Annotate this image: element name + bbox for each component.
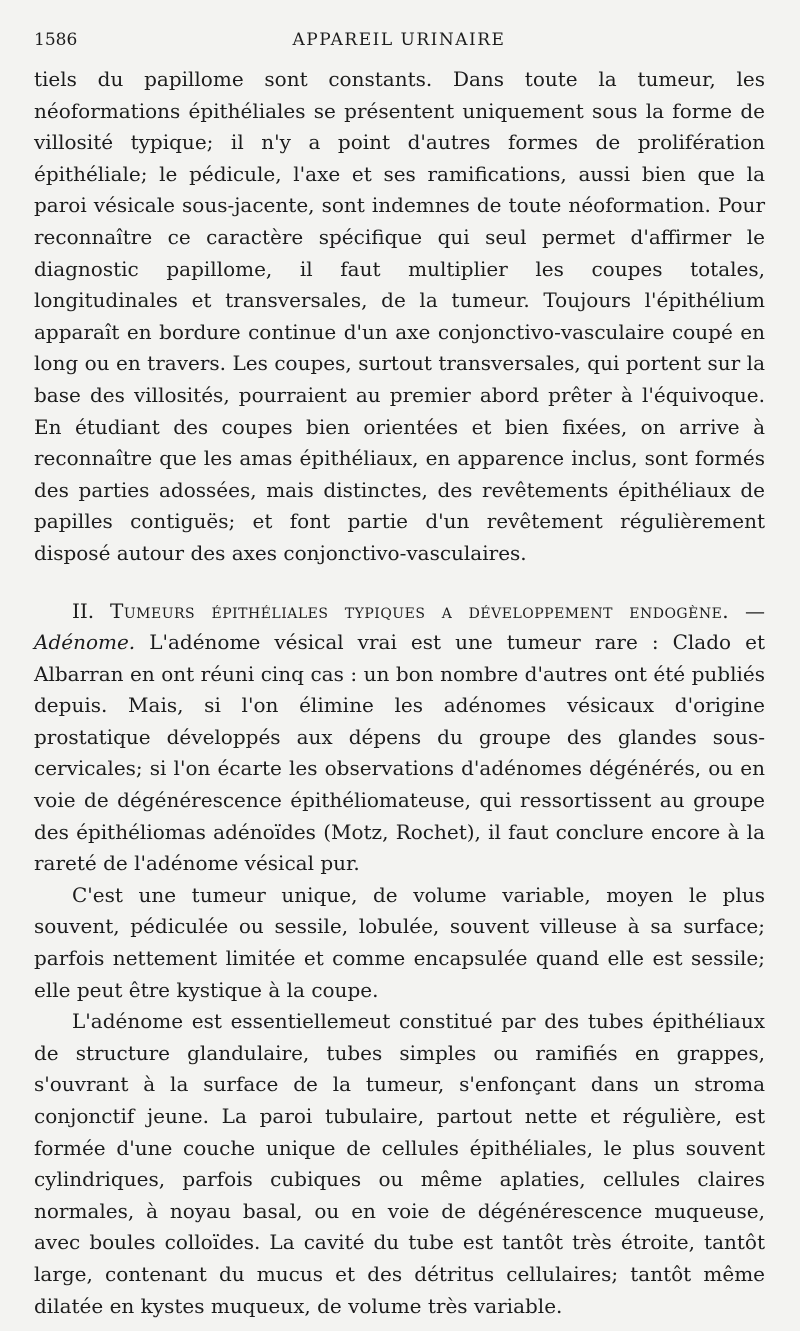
body-text: [34, 64, 765, 1322]
section-number: II.: [72, 598, 95, 623]
page-number: 1586: [34, 30, 78, 50]
paragraph-4: L'adénome est essentiellemeut constitué par des tubes épithéliaux de structure glandulaire, tubes simples ou ramifiés en grappes, s'ouvrant à la surface de la tumeur, s'enfonçant dans un stroma conjonctif jeune. La paroi tubulaire, partout nette et régulière, est formée d'une couche unique de cellules épithéliales, le plus souvent cylindriques, parfois cubiques ou même aplaties, cellules claires normales, à noyau basal, ou en voie de dégénérescence muqueuse, avec boules colloïdes. La cavité du tube est tantôt très étroite, tantôt large, contenant du mucus et des détritus cellulaires; tantôt même dilatée en kystes muqueux, de volume très variable.: [34, 1009, 765, 1318]
heading-dash: —: [729, 598, 766, 623]
paragraph-3: C'est une tumeur unique, de volume variable, moyen le plus souvent, pédiculée ou sessile, lobulée, souvent villeuse à sa surface; parfois nettement limitée et comme encapsulée quand elle est sessile; elle peut être kystique à la coupe.: [34, 882, 765, 1002]
paragraph-2-text: L'adénome vésical vrai est une tumeur rare : Clado et Albarran en ont réuni cinq cas : un bon nombre d'autres ont été publiés depuis. Mais, si l'on élimine les adénomes vésicaux d'origine prostatique développés aux dépens du groupe des glandes sous-cervicales; si l'on écarte les observations d'adénomes dégénérés, ou en voie de dégénérescence épithéliomateuse, qui ressortissent au groupe des épithéliomas adénoïdes (Motz, Rochet), il faut conclure encore à la rareté de l'adénome vésical pur.: [34, 630, 765, 876]
page-header: [34, 30, 764, 56]
paragraph-2: [34, 596, 765, 880]
section-subheading: Adénome.: [34, 630, 136, 655]
running-title: APPAREIL URINAIRE: [292, 30, 506, 50]
paragraph-1: tiels du papillome sont constants. Dans toute la tumeur, les néoformations épithéliales se présentent uniquement sous la forme de villosité typique; il n'y a point d'autres formes de prolifération épithéliale; le pédicule, l'axe et ses ramifications, aussi bien que la paroi vésicale sous-jacente, sont indemnes de toute néoformation. Pour reconnaître ce caractère spécifique qui seul permet d'affirmer le diagnostic papillome, il faut multiplier les coupes totales, longitudinales et transversales, de la tumeur. Toujours l'épithélium apparaît en bordure continue d'un axe conjonctivo-vasculaire coupé en long ou en travers. Les coupes, surtout transversales, qui portent sur la base des villosités, pourraient au premier abord prêter à l'équivoque. En étudiant des coupes bien orientées et bien fixées, on arrive à reconnaître que les amas épithéliaux, en apparence inclus, sont formés des parties adossées, mais distinctes, des revêtements épithéliaux de papilles contiguës; et font partie d'un revêtement régulièrement disposé autour des axes conjonctivo-vasculaires.: [34, 67, 765, 565]
section-heading: Tumeurs épithéliales typiques a développement endogène.: [110, 598, 730, 623]
